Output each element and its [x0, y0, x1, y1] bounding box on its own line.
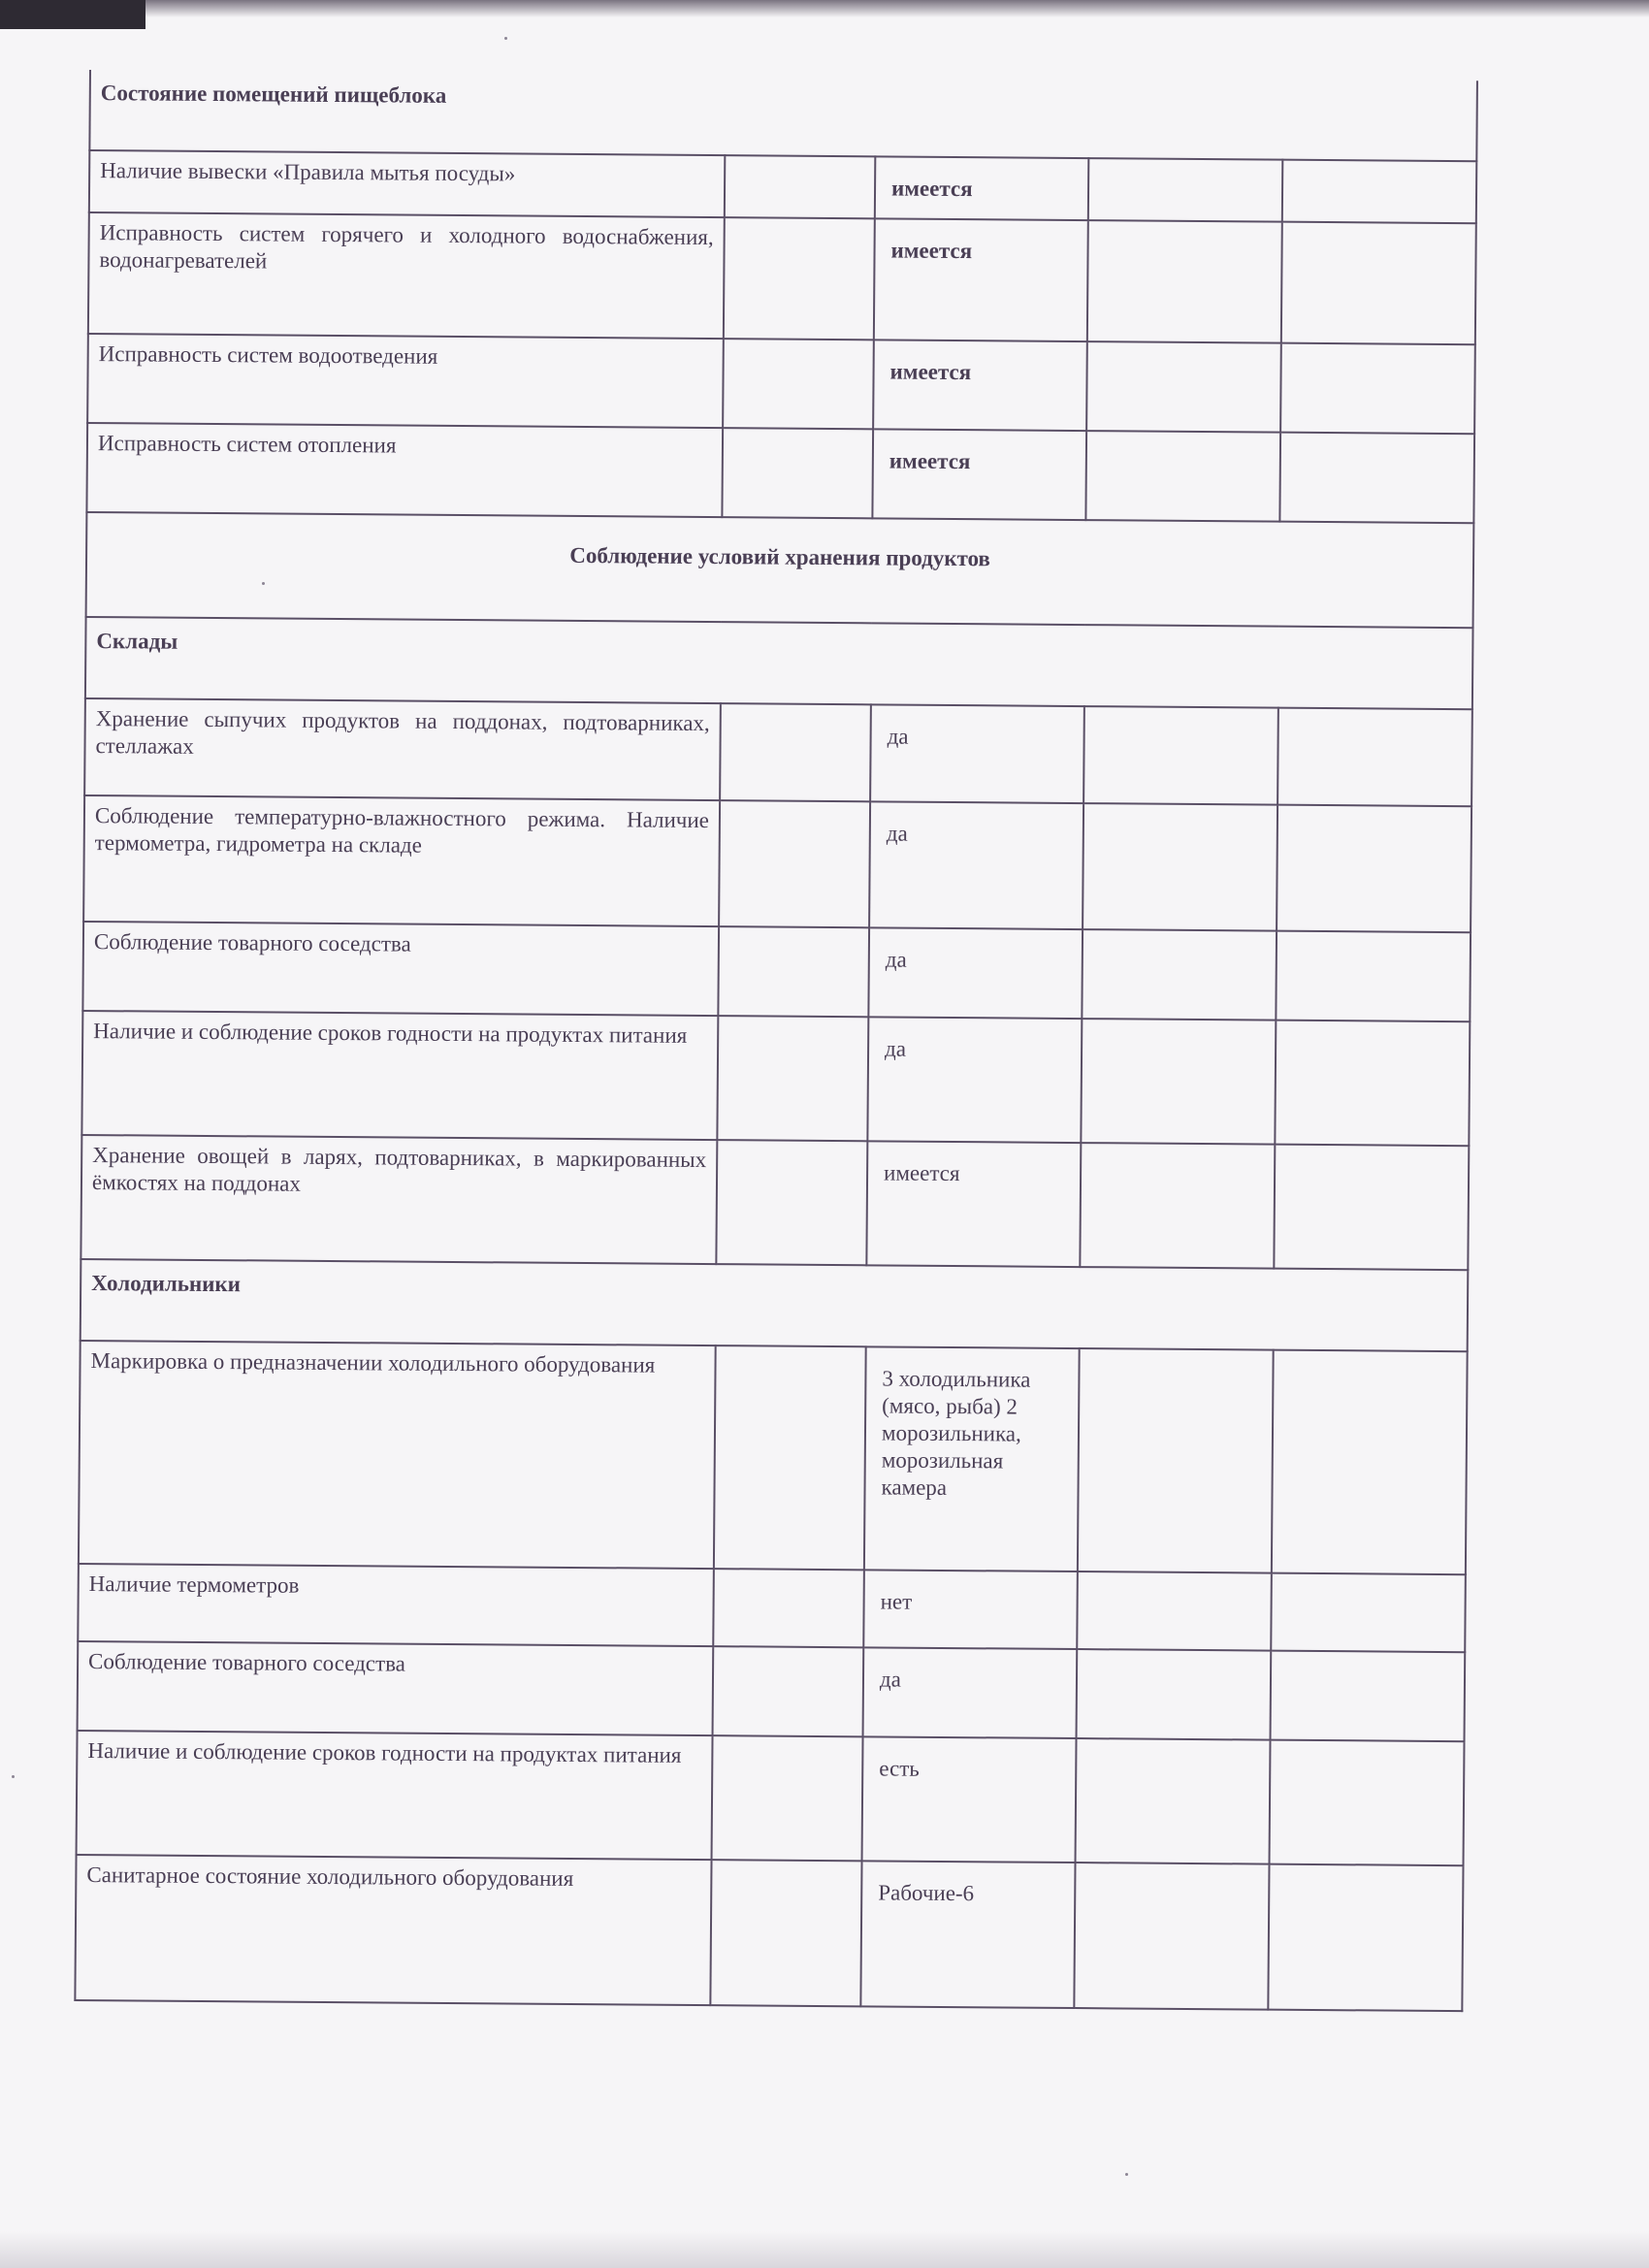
- scan-edge-corner: [0, 0, 146, 29]
- storage-heading: Соблюдение условий хранения продуктов: [86, 512, 1474, 628]
- table-row: [78, 1641, 1466, 1741]
- table-row: [89, 150, 1476, 223]
- empty-cell: [712, 1735, 863, 1861]
- empty-cell: [710, 1860, 861, 2006]
- empty-cell: [1282, 160, 1477, 224]
- criterion-cell: Исправность систем водоотведения: [87, 334, 724, 428]
- value-cell: есть: [862, 1736, 1077, 1863]
- empty-cell: [1275, 1021, 1470, 1147]
- value-cell: имеется: [875, 156, 1088, 220]
- value-cell: имеется: [872, 429, 1086, 520]
- empty-cell: [1279, 433, 1474, 524]
- criterion-cell: Хранение сыпучих продуктов на поддонах, подтоварниках, стеллажах: [84, 698, 721, 800]
- value-cell: нет: [863, 1570, 1078, 1649]
- table-row: [77, 1731, 1465, 1865]
- inspection-table: [74, 70, 1478, 2012]
- table-row: [88, 212, 1476, 344]
- empty-cell: [1076, 1738, 1271, 1864]
- empty-cell: [1271, 1651, 1466, 1742]
- criterion-cell: Соблюдение товарного соседства: [82, 922, 719, 1016]
- empty-cell: [720, 703, 871, 801]
- criterion-cell: Соблюдение температурно-влажностного режима. Наличие термометра, гидрометра на складе: [83, 795, 720, 926]
- table-row: [83, 795, 1471, 932]
- value-cell: 3 холодильника (мясо, рыба) 2 морозильника, морозильная камера: [864, 1346, 1080, 1571]
- table-row: [84, 698, 1472, 806]
- empty-cell: [1085, 431, 1280, 522]
- empty-cell: [1083, 706, 1278, 805]
- table-row: [75, 1855, 1463, 2011]
- empty-cell: [713, 1569, 864, 1647]
- empty-cell: [1268, 1864, 1463, 2012]
- empty-cell: [1274, 1145, 1469, 1271]
- value-cell: да: [867, 1017, 1082, 1143]
- empty-cell: [1277, 805, 1471, 933]
- criterion-cell: Исправность систем горячего и холодного водоснабжения, водонагревателей: [88, 212, 725, 339]
- empty-cell: [724, 217, 875, 340]
- empty-cell: [1074, 1863, 1269, 2010]
- empty-cell: [1077, 1571, 1272, 1651]
- criterion-cell: Наличие и соблюдение сроков годности на продуктах питания: [77, 1731, 713, 1860]
- empty-cell: [716, 1140, 867, 1265]
- criterion-cell: Наличие термометров: [78, 1564, 714, 1646]
- table-row: [82, 922, 1471, 1021]
- section-title-fridges: Холодильники: [81, 1259, 1469, 1351]
- empty-cell: [1081, 1019, 1276, 1145]
- document-page: [74, 70, 1476, 2012]
- scan-speck: [262, 582, 265, 585]
- empty-cell: [1078, 1348, 1274, 1573]
- empty-cell: [713, 1646, 864, 1736]
- criterion-cell: Наличие вывески «Правила мытья посуды»: [89, 150, 725, 217]
- criterion-cell: Исправность систем отопления: [86, 423, 723, 517]
- value-cell: да: [870, 704, 1084, 803]
- empty-cell: [1281, 222, 1476, 345]
- empty-cell: [714, 1345, 866, 1570]
- criterion-cell: Санитарное состояние холодильного оборудования: [75, 1855, 711, 2005]
- empty-cell: [1086, 341, 1281, 433]
- value-cell: имеется: [873, 340, 1087, 431]
- section-title-kitchen-rooms: Состояние помещений пищеблока: [89, 70, 1477, 161]
- table-row: [78, 1564, 1466, 1652]
- criterion-cell: Хранение овощей в ларях, подтоварниках, в маркированных ёмкостях на поддонах: [81, 1135, 717, 1264]
- criterion-cell: Маркировка о предназначении холодильного оборудования: [79, 1341, 716, 1569]
- section-title-warehouses: Склады: [85, 617, 1473, 709]
- empty-cell: [1083, 803, 1277, 931]
- value-cell: Рабочие-6: [860, 1861, 1075, 2008]
- scan-speck: [1125, 2173, 1128, 2176]
- empty-cell: [1280, 343, 1475, 435]
- empty-cell: [723, 339, 874, 429]
- empty-cell: [718, 926, 869, 1017]
- empty-cell: [1088, 158, 1282, 222]
- value-cell: да: [869, 801, 1083, 929]
- empty-cell: [1276, 931, 1471, 1022]
- empty-cell: [1277, 708, 1472, 807]
- empty-cell: [1272, 1350, 1468, 1575]
- empty-cell: [1271, 1573, 1466, 1653]
- table-row: [87, 334, 1475, 434]
- scan-edge-bottom: [0, 2231, 1649, 2268]
- value-cell: имеется: [874, 218, 1088, 341]
- value-cell: да: [863, 1647, 1078, 1738]
- scan-speck: [12, 1775, 15, 1778]
- table-row: [79, 1341, 1468, 1574]
- empty-cell: [722, 428, 873, 518]
- scan-edge-top: [0, 0, 1649, 17]
- empty-cell: [1270, 1740, 1465, 1866]
- empty-cell: [725, 155, 875, 218]
- empty-cell: [1077, 1649, 1272, 1740]
- empty-cell: [1080, 1143, 1275, 1269]
- value-cell: имеется: [866, 1141, 1081, 1267]
- empty-cell: [717, 1016, 868, 1141]
- table-row: [81, 1011, 1470, 1146]
- table-row: [81, 1135, 1469, 1270]
- criterion-cell: Наличие и соблюдение сроков годности на продуктах питания: [81, 1011, 718, 1140]
- criterion-cell: Соблюдение товарного соседства: [78, 1641, 714, 1735]
- scan-speck: [504, 37, 507, 40]
- empty-cell: [719, 800, 870, 927]
- empty-cell: [1087, 220, 1282, 343]
- empty-cell: [1082, 929, 1277, 1021]
- value-cell: да: [868, 927, 1083, 1019]
- table-row: [86, 423, 1474, 523]
